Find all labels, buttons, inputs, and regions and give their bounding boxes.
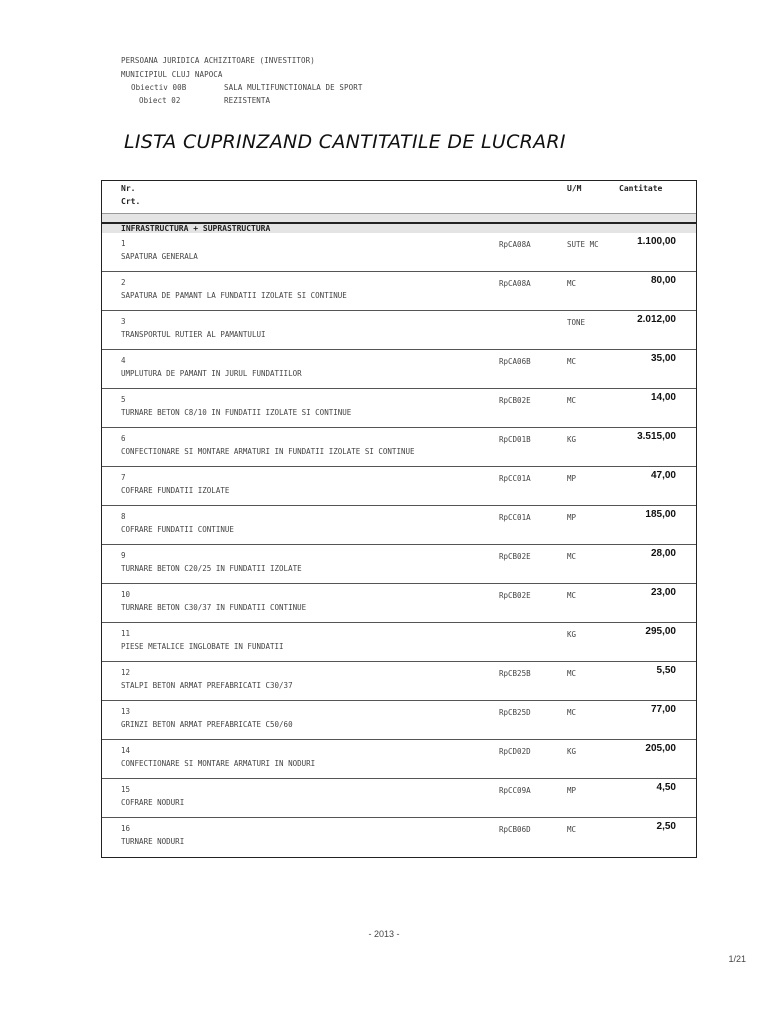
row-code: RpCB02E <box>499 552 531 561</box>
table-row <box>102 545 696 584</box>
row-quantity: 14,00 <box>650 392 676 403</box>
row-unit: MC <box>567 708 577 717</box>
row-unit: MP <box>567 786 577 795</box>
column-header-nr: Nr. <box>121 184 136 193</box>
row-unit: MC <box>567 357 577 366</box>
row-unit: SUTE MC <box>567 240 599 249</box>
row-number: 10 <box>121 590 131 599</box>
row-code: RpCB02E <box>499 396 531 405</box>
table-row <box>102 272 696 311</box>
table-row <box>102 428 696 467</box>
row-unit: MC <box>567 825 577 834</box>
row-code: RpCA08A <box>499 240 531 249</box>
row-unit: KG <box>567 435 577 444</box>
table-row <box>102 779 696 818</box>
table-row <box>102 350 696 389</box>
table-row <box>102 623 696 662</box>
quantities-table <box>101 180 697 858</box>
row-code: RpCD01B <box>499 435 531 444</box>
header-object-value: REZISTENTA <box>224 96 271 105</box>
column-header-crt: Crt. <box>121 197 141 206</box>
row-unit: MC <box>567 552 577 561</box>
table-row <box>102 506 696 545</box>
row-quantity: 28,00 <box>650 548 676 559</box>
row-description: TURNARE BETON C20/25 IN FUNDATII IZOLATE <box>121 564 302 573</box>
row-number: 4 <box>121 356 126 365</box>
row-quantity: 23,00 <box>650 587 676 598</box>
row-description: TURNARE NODURI <box>121 837 185 846</box>
header-object-label: Obiect 02 <box>139 96 181 105</box>
row-quantity: 205,00 <box>645 743 676 754</box>
row-quantity: 3.515,00 <box>637 431 676 442</box>
row-quantity: 80,00 <box>650 275 676 286</box>
row-description: CONFECTIONARE SI MONTARE ARMATURI IN NODURI <box>121 759 316 768</box>
row-number: 8 <box>121 512 126 521</box>
table-row <box>102 311 696 350</box>
row-code: RpCA08A <box>499 279 531 288</box>
row-description: SAPATURA GENERALA <box>121 252 198 261</box>
row-description: COFRARE FUNDATII IZOLATE <box>121 486 230 495</box>
row-unit: MC <box>567 591 577 600</box>
row-quantity: 295,00 <box>645 626 676 637</box>
row-description: SAPATURA DE PAMANT LA FUNDATII IZOLATE SI CONTINUE <box>121 291 347 300</box>
row-code: RpCB25B <box>499 669 531 678</box>
table-row <box>102 389 696 428</box>
row-number: 15 <box>121 785 131 794</box>
row-number: 12 <box>121 668 131 677</box>
row-unit: MP <box>567 474 577 483</box>
row-quantity: 1.100,00 <box>637 236 676 247</box>
row-description: TURNARE BETON C30/37 IN FUNDATII CONTINUE <box>121 603 307 612</box>
row-description: CONFECTIONARE SI MONTARE ARMATURI IN FUNDATII IZOLATE SI CONTINUE <box>121 447 415 456</box>
row-quantity: 35,00 <box>650 353 676 364</box>
row-number: 7 <box>121 473 126 482</box>
row-code: RpCB06D <box>499 825 531 834</box>
header-objective-value: SALA MULTIFUNCTIONALA DE SPORT <box>224 83 363 92</box>
row-unit: MC <box>567 396 577 405</box>
row-number: 6 <box>121 434 126 443</box>
row-unit: MP <box>567 513 577 522</box>
section-title: INFRASTRUCTURA + SUPRASTRUCTURA <box>121 224 271 233</box>
section-heading <box>102 222 696 233</box>
row-unit: KG <box>567 630 577 639</box>
row-number: 2 <box>121 278 126 287</box>
column-header-quantity: Cantitate <box>619 184 663 193</box>
row-code: RpCA06B <box>499 357 531 366</box>
row-code: RpCC01A <box>499 513 531 522</box>
header-line-municipality: MUNICIPIUL CLUJ NAPOCA <box>121 70 223 79</box>
row-number: 5 <box>121 395 126 404</box>
table-row <box>102 584 696 623</box>
page-title: LISTA CUPRINZAND CANTITATILE DE LUCRARI <box>124 131 566 153</box>
row-number: 1 <box>121 239 126 248</box>
row-number: 11 <box>121 629 131 638</box>
row-code: RpCD02D <box>499 747 531 756</box>
row-code: RpCC09A <box>499 786 531 795</box>
row-description: UMPLUTURA DE PAMANT IN JURUL FUNDATIILOR <box>121 369 302 378</box>
table-row <box>102 467 696 506</box>
column-header-um: U/M <box>567 184 582 193</box>
row-description: COFRARE FUNDATII CONTINUE <box>121 525 234 534</box>
row-unit: MC <box>567 279 577 288</box>
row-unit: MC <box>567 669 577 678</box>
table-row <box>102 233 696 272</box>
row-quantity: 2,50 <box>656 821 676 832</box>
row-number: 3 <box>121 317 126 326</box>
row-description: GRINZI BETON ARMAT PREFABRICATE C50/60 <box>121 720 293 729</box>
row-quantity: 47,00 <box>650 470 676 481</box>
row-unit: TONE <box>567 318 586 327</box>
row-unit: KG <box>567 747 577 756</box>
table-row <box>102 818 696 856</box>
row-quantity: 2.012,00 <box>637 314 676 325</box>
row-number: 9 <box>121 551 126 560</box>
table-row <box>102 701 696 740</box>
row-code: RpCB25D <box>499 708 531 717</box>
row-code: RpCC01A <box>499 474 531 483</box>
row-quantity: 185,00 <box>645 509 676 520</box>
row-description: PIESE METALICE INGLOBATE IN FUNDATII <box>121 642 284 651</box>
row-description: TRANSPORTUL RUTIER AL PAMANTULUI <box>121 330 266 339</box>
row-quantity: 77,00 <box>650 704 676 715</box>
row-quantity: 4,50 <box>656 782 676 793</box>
row-description: TURNARE BETON C8/10 IN FUNDATII IZOLATE SI CONTINUE <box>121 408 352 417</box>
table-row <box>102 662 696 701</box>
row-quantity: 5,50 <box>656 665 676 676</box>
row-code: RpCB02E <box>499 591 531 600</box>
row-number: 13 <box>121 707 131 716</box>
footer-year: - 2013 - <box>368 929 400 939</box>
header-line-investor: PERSOANA JURIDICA ACHIZITOARE (INVESTITOR) <box>121 56 315 65</box>
page-number: 1/21 <box>728 954 746 964</box>
row-number: 16 <box>121 824 131 833</box>
row-description: STALPI BETON ARMAT PREFABRICATI C30/37 <box>121 681 293 690</box>
header-objective-label: Obiectiv 00B <box>131 83 187 92</box>
row-number: 14 <box>121 746 131 755</box>
table-row <box>102 740 696 779</box>
row-description: COFRARE NODURI <box>121 798 185 807</box>
